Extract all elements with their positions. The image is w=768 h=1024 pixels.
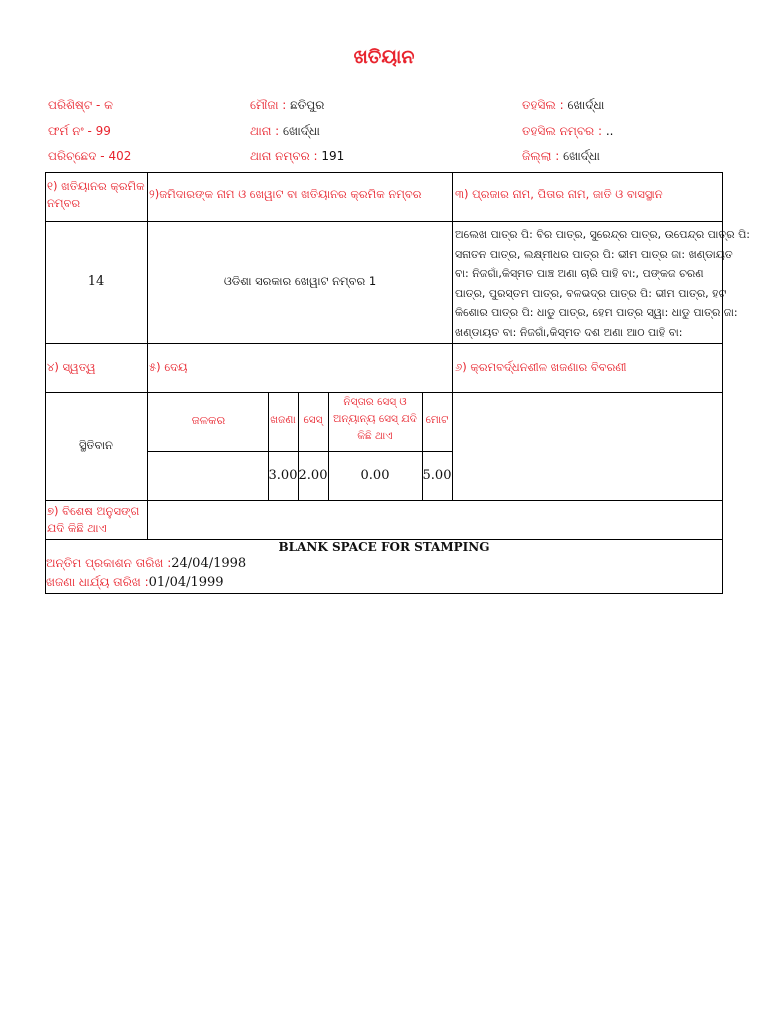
tenant-line: ବା: ନିଜଗାଁ,କିସ୍ମତ ପାଞ୍ଚ ଅଣା ଚାରି ପାହି ବା:, ପଙ୍କଜ ଚରଣ xyxy=(455,267,704,280)
landlord-name: ଓଡିଶା ସରକାର ଖେୱାଟ ନମ୍ବର 1 xyxy=(223,274,377,288)
col-rent-history-header: ୬) କ୍ରମବର୍ଦ୍ଧନଶୀଳ ଖଜଣାର ବିବରଣୀ xyxy=(455,360,627,374)
tahasil-field: ତହସିଲ : ଖୋର୍ଦ୍ଧା xyxy=(522,98,605,112)
district-field: ଜିଲ୍ଲା : ଖୋର୍ଦ୍ଧା xyxy=(522,149,600,163)
thana-number-field: ଥାନା ନମ୍ବର : 191 xyxy=(250,149,345,163)
nistar-header: ନିସ୍ତାର ସେସ୍ ଓ ଅନ୍ୟାନ୍ୟ ସେସ୍ ଯଦି କିଛି ଥାଏ xyxy=(333,396,417,442)
nistar-value: 0.00 xyxy=(360,468,390,483)
parichheda-label: ପରିଚ୍ଛେଦ - 402 xyxy=(48,149,132,163)
thana-field: ଥାନା : ଖୋର୍ଦ୍ଧା xyxy=(250,124,320,138)
mot-value: 5.00 xyxy=(422,468,452,483)
form-number-label: ଫର୍ମ ନଂ - 99 xyxy=(48,124,111,138)
tenure-value: ସ୍ଥିତିବାନ xyxy=(79,438,113,452)
stamp-space-label: BLANK SPACE FOR STAMPING xyxy=(278,540,490,554)
tenant-line: ସନାତନ ପାତ୍ର, ଲକ୍ଷ୍ମୀଧର ପାତ୍ର ପି: ଭୀମ ପାତ୍ର ଜା: ଖଣ୍ଡାୟତ xyxy=(455,247,733,261)
col-landlord-header: ୨)ଜମିଦାରଙ୍କ ନାମ ଓ ଖେୱାଟ ବା ଖତିୟାନର କ୍ରମିକ ନମ୍ବର xyxy=(149,187,422,201)
col-tenant-header: ୩) ପ୍ରଜାର ନାମ, ପିତାର ନାମ, ଜାତି ଓ ବାସସ୍ଥାନ xyxy=(455,187,663,201)
tenant-line: କିଶୋର ପାତ୍ର ପି: ଧାଡୁ ପାତ୍ର, ହେମ ପାତ୍ର ସ୍ୱା: ଧାଡୁ ପାତ୍ର ଜା: xyxy=(455,306,738,319)
khajana-header: ଖଜଣା xyxy=(270,414,296,426)
special-notes-header: ୭) ବିଶେଷ ଅନୁସଙ୍ଗ ଯଦି କିଛି ଥାଏ xyxy=(47,504,140,535)
serial-number: 14 xyxy=(87,274,105,289)
mouja-field: ମୌଜା : ଛତିପୁର xyxy=(250,98,325,112)
col-divider xyxy=(147,172,148,540)
ses-value: 2.00 xyxy=(298,468,328,483)
rent-fixation-date: ଖଜଣା ଧାର୍ଯ୍ୟ ତାରିଖ :01/04/1999 xyxy=(46,575,224,590)
tenant-line: ଖଣ୍ଡାୟତ ବା: ନିଜଗାଁ,କିସ୍ମତ ଦଶ ଅଣା ଆଠ ପାହି ବା: xyxy=(455,325,683,339)
col-dues-header: ୫) ଦେୟ xyxy=(149,360,188,374)
tahasil-number-field: ତହସିଲ ନମ୍ବର : .. xyxy=(522,124,614,138)
final-publication-date: ଅନ୍ତିମ ପ୍ରକାଶନ ତାରିଖ :24/04/1998 xyxy=(46,556,247,571)
parishista-label: ପରିଶିଷ୍ଟ - କ xyxy=(48,98,113,112)
khajana-value: 3.00 xyxy=(268,468,298,483)
col-serial-header: ୧) ଖତିୟାନର କ୍ରମିକ ନମ୍ବର xyxy=(47,179,145,210)
tenant-details xyxy=(455,225,751,342)
col-divider xyxy=(452,172,453,500)
ses-header: ସେସ୍ xyxy=(303,414,323,426)
row-divider xyxy=(147,451,452,452)
tenant-line: ପାତ୍ର, ପୁରସ୍ତମ ପାତ୍ର, ବଳଭଦ୍ର ପାତ୍ର ପି: ଭୀମ ପାତ୍ର, ହଟ xyxy=(455,286,727,300)
page-title: ଖତିୟାନ xyxy=(353,46,415,68)
col-tenure-header: ୪) ସ୍ୱତ୍ୱ xyxy=(47,360,96,374)
mot-header: ମୋଟ xyxy=(425,414,449,426)
jalakar-header: ଜଳକର xyxy=(191,413,226,427)
tenant-line: ଅଲେଖ ପାତ୍ର ପି: ବିର ପାତ୍ର, ସୁରେନ୍ଦ୍ର ପାତ୍ର, ଉପେନ୍ଦ୍ର ପାତ୍ର ପି: xyxy=(455,228,751,241)
